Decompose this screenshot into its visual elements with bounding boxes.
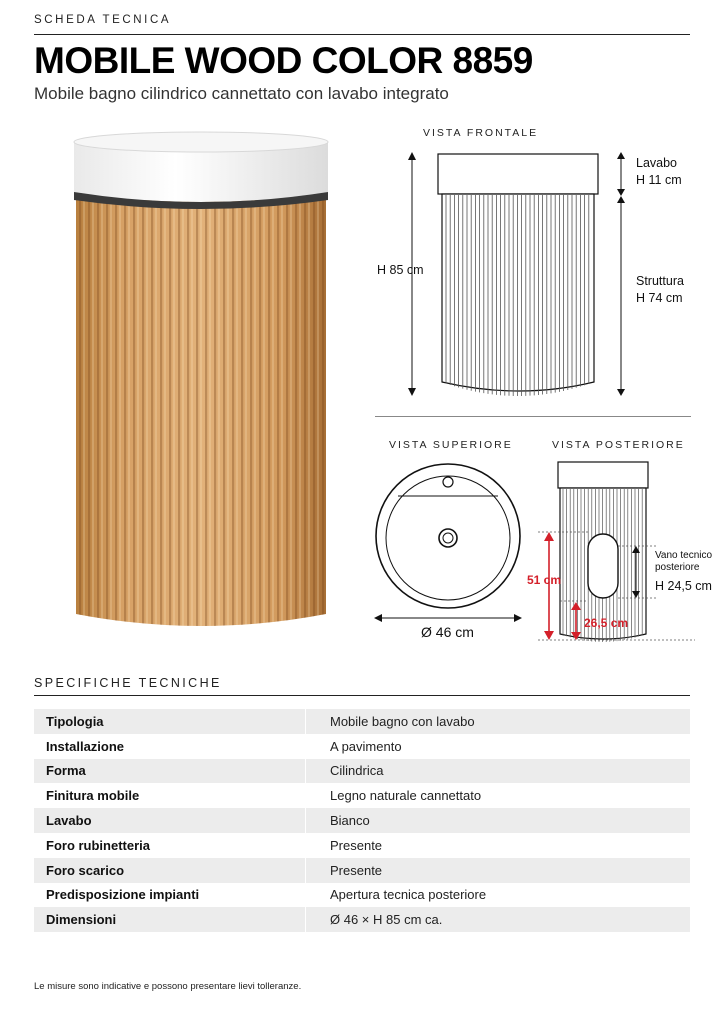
spec-value: Mobile bagno con lavabo <box>306 709 691 734</box>
spec-key: Lavabo <box>34 808 306 833</box>
spec-value: Presente <box>306 858 691 883</box>
table-row <box>34 759 690 784</box>
structure-label: Struttura <box>636 274 684 288</box>
rear-opening-label <box>655 550 712 574</box>
product-title: MOBILE WOOD COLOR 8859 <box>34 40 533 81</box>
spec-key: Foro rubinetteria <box>34 833 306 858</box>
basin-label: Lavabo <box>636 156 678 170</box>
product-subtitle: Mobile bagno cilindrico cannettato con lavabo integrato <box>34 84 449 103</box>
front-total-height: H 85 cm <box>377 263 424 277</box>
rear-opening <box>588 534 618 598</box>
rear-opening-offset: 26,5 cm <box>584 616 629 630</box>
table-row <box>34 833 690 858</box>
spec-value: Apertura tecnica posteriore <box>330 887 487 903</box>
specs-divider <box>34 695 690 696</box>
front-view-label: VISTA FRONTALE <box>423 127 539 139</box>
spec-key: Foro scarico <box>34 858 306 883</box>
table-row <box>34 734 690 759</box>
rear-view-label: VISTA POSTERIORE <box>552 439 685 451</box>
top-view-label: VISTA SUPERIORE <box>389 439 513 451</box>
structure-height: H 74 cm <box>636 291 683 305</box>
spec-key: Installazione <box>34 734 306 759</box>
spec-value: Legno naturale cannettato <box>330 788 482 804</box>
basin-height: H 11 cm <box>636 173 682 187</box>
table-row <box>34 858 690 883</box>
rear-opening-label-line2: posteriore <box>655 562 700 573</box>
spec-key: Dimensioni <box>34 907 306 932</box>
table-row <box>34 783 690 808</box>
rear-opening-height: H 24,5 cm <box>655 579 712 593</box>
specs-table <box>34 709 690 932</box>
spec-value: A pavimento <box>330 738 402 754</box>
rear-height-to-opening: 51 cm <box>527 573 562 587</box>
spec-value: Presente <box>330 837 383 853</box>
views-divider <box>375 416 691 417</box>
rear-opening-label-line1: Vano tecnico <box>655 550 713 561</box>
header-divider <box>34 34 690 35</box>
document-kicker: SCHEDA TECNICA <box>34 14 172 26</box>
table-row <box>34 907 690 932</box>
product-photo <box>70 128 332 634</box>
top-view-drawing <box>370 458 530 630</box>
specs-title: SPECIFICHE TECNICHE <box>34 676 222 690</box>
spec-value: Cilindrica <box>306 759 691 784</box>
table-row <box>34 808 690 833</box>
table-row <box>34 883 690 908</box>
footnote: Le misure sono indicative e possono presentare lievi tolleranze. <box>34 981 302 992</box>
table-row <box>34 709 690 734</box>
spec-value: Bianco <box>306 808 691 833</box>
faucet-hole-icon <box>443 477 453 487</box>
spec-key: Forma <box>34 759 306 784</box>
top-diameter: Ø 46 cm <box>421 624 474 640</box>
spec-key: Predisposizione impianti <box>34 883 306 908</box>
front-view-drawing <box>400 150 635 400</box>
spec-key: Tipologia <box>34 709 306 734</box>
spec-value: Ø 46 × H 85 cm ca. <box>306 907 691 932</box>
spec-key: Finitura mobile <box>34 783 306 808</box>
